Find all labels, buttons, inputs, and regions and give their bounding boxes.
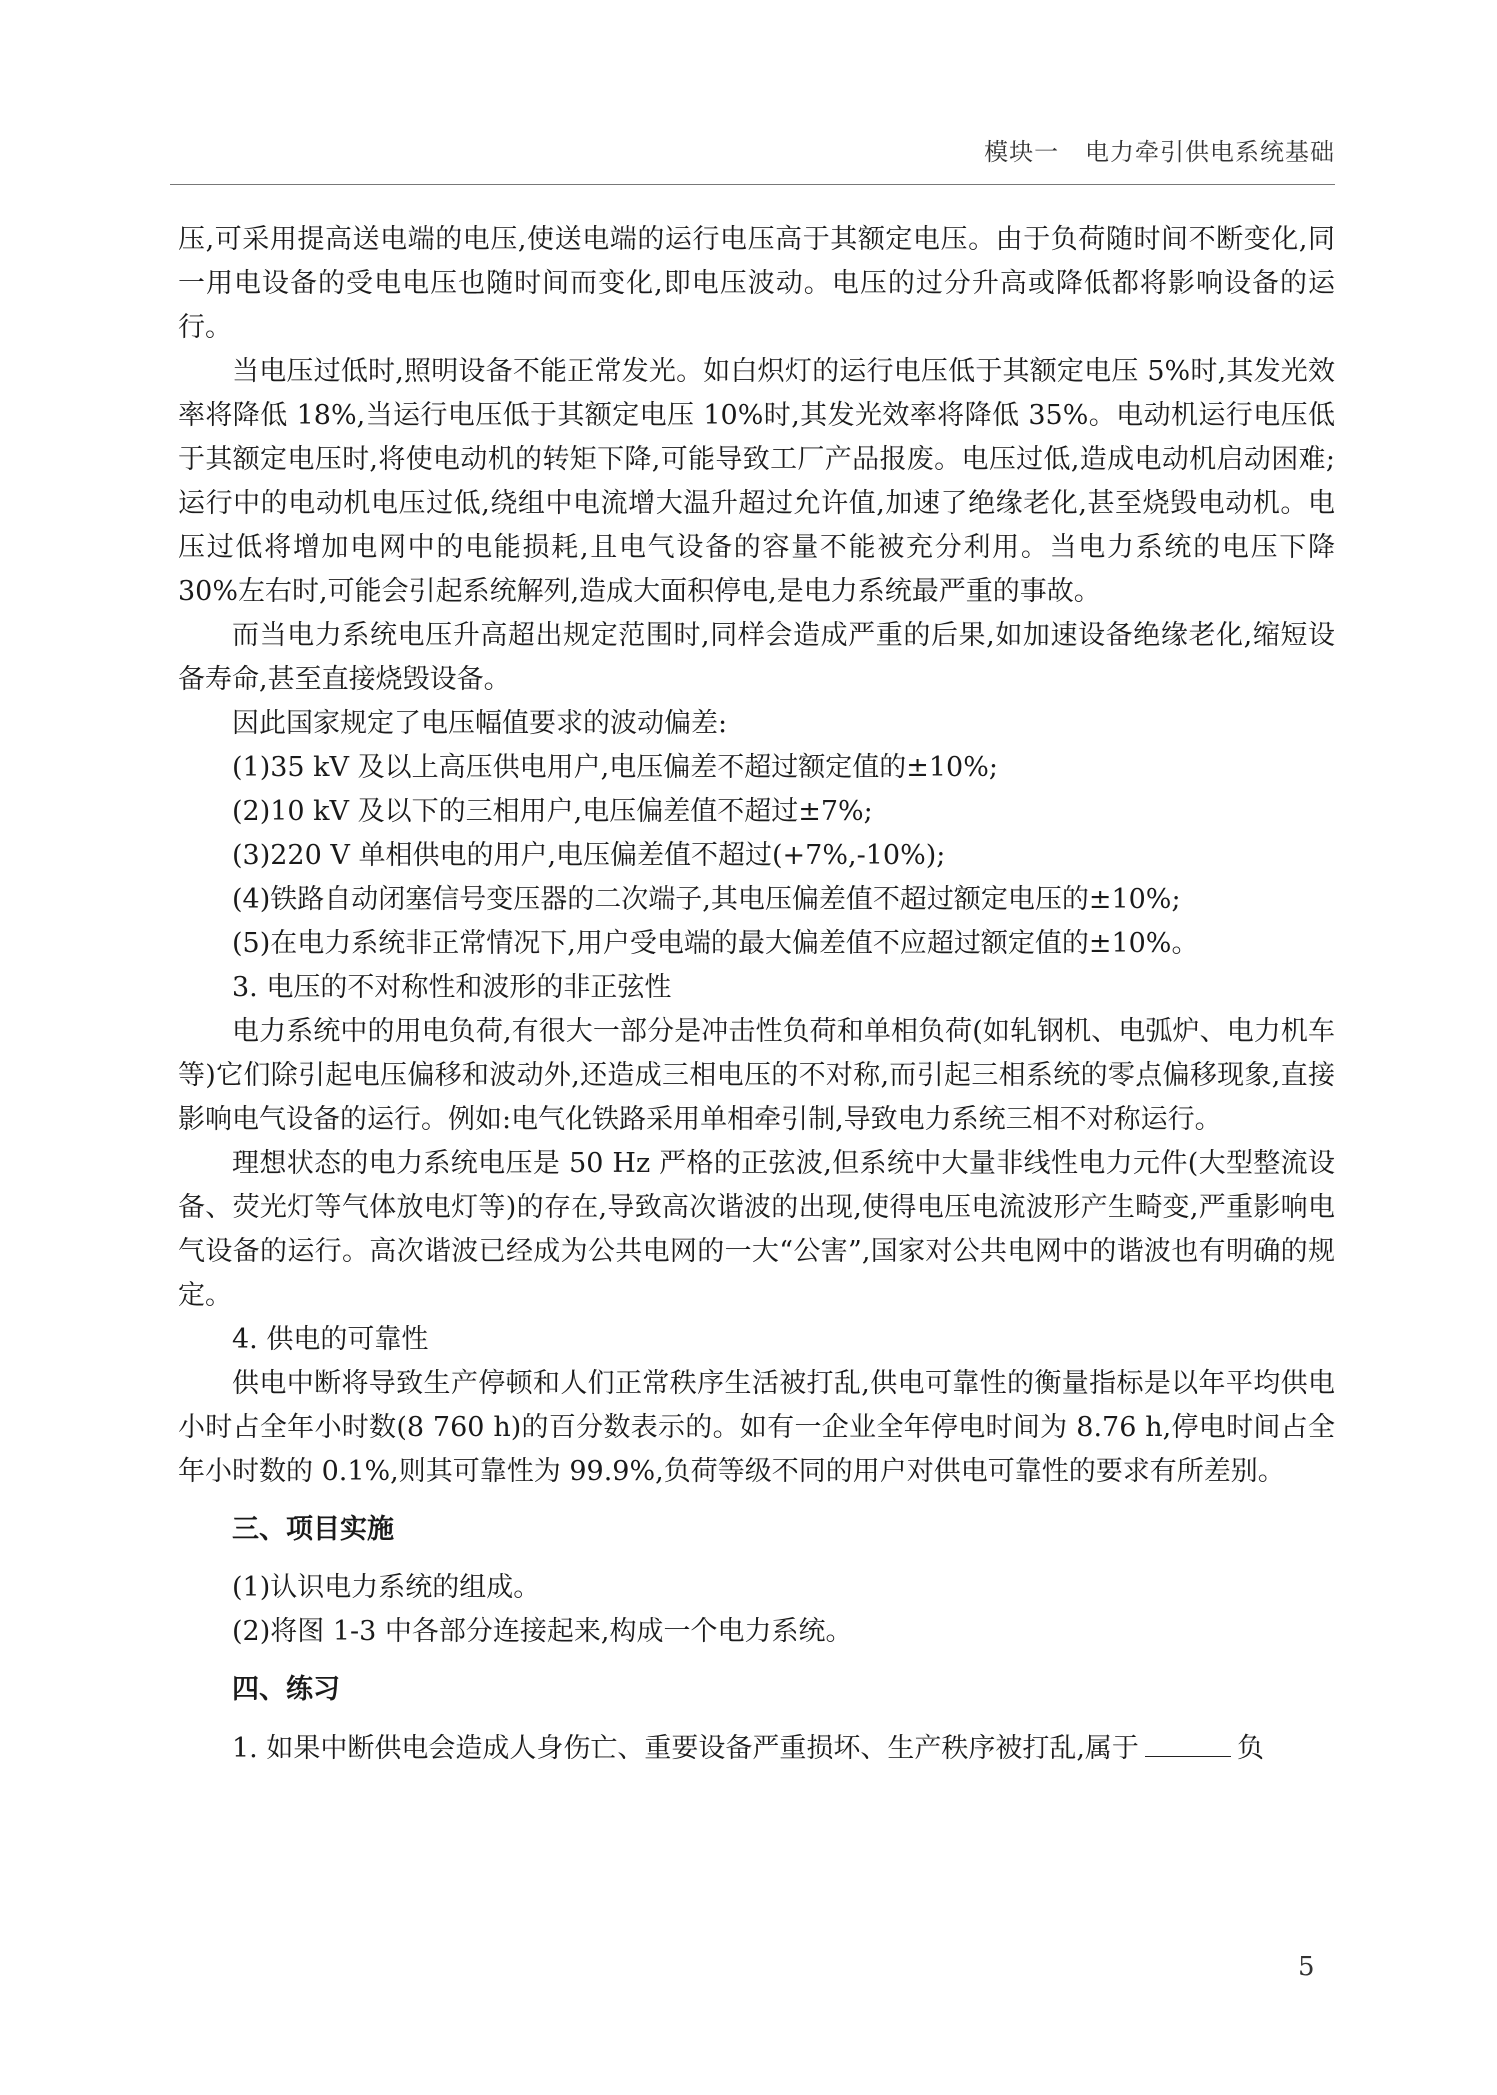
section-title-practice: 四、练习 [232, 1674, 340, 1705]
list-item: (1)35 kV 及以上高压供电用户,电压偏差不超过额定值的±10%; [232, 752, 998, 783]
question-text-tail: 负 [1236, 1733, 1264, 1764]
list-item: (1)认识电力系统的组成。 [232, 1572, 541, 1603]
paragraph: 理想状态的电力系统电压是 50 Hz 严格的正弦波,但系统中大量非线性电力元件(大型整流设备、荧光灯等气体放电灯等)的存在,导致高次谐波的出现,使得电压电流波形产生畸变,严重影响电气设备的运行。高次谐波已经成为公共电网的一大“公害”,国家对公共电网中的谐波也有明确的规定。 [178, 1148, 1335, 1311]
list-item: (2)10 kV 及以下的三相用户,电压偏差值不超过±7%; [232, 796, 873, 827]
spacer [178, 1494, 1335, 1508]
list-item: (4)铁路自动闭塞信号变压器的二次端子,其电压偏差值不超过额定电压的±10%; [232, 884, 1181, 915]
paragraph: 因此国家规定了电压幅值要求的波动偏差: [232, 708, 728, 739]
spacer [178, 1654, 1335, 1668]
section-title-implementation: 三、项目实施 [232, 1514, 394, 1545]
paragraph: 电力系统中的用电负荷,有很大一部分是冲击性负荷和单相负荷(如轧钢机、电弧炉、电力机车等)它们除引起电压偏移和波动外,还造成三相电压的不对称,而引起三相系统的零点偏移现象,直接影响电气设备的运行。例如:电气化铁路采用单相牵引制,导致电力系统三相不对称运行。 [178, 1016, 1335, 1135]
question-text: 1. 如果中断供电会造成人身伤亡、重要设备严重损坏、生产秩序被打乱,属于 [232, 1733, 1139, 1764]
spacer [178, 1712, 1335, 1726]
list-item: (2)将图 1-3 中各部分连接起来,构成一个电力系统。 [232, 1616, 853, 1647]
spacer [178, 1552, 1335, 1566]
header-title: 模块一 电力牵引供电系统基础 [984, 138, 1335, 166]
subheading: 4. 供电的可靠性 [232, 1324, 429, 1355]
page-body [178, 218, 1335, 1771]
paragraph: 压,可采用提高送电端的电压,使送电端的运行电压高于其额定电压。由于负荷随时间不断变化,同一用电设备的受电电压也随时间而变化,即电压波动。电压的过分升高或降低都将影响设备的运行。 [178, 224, 1335, 343]
paragraph: 而当电力系统电压升高超出规定范围时,同样会造成严重的后果,如加速设备绝缘老化,缩短设备寿命,甚至直接烧毁设备。 [178, 620, 1335, 695]
fill-in-blank [1145, 1726, 1231, 1757]
paragraph: 供电中断将导致生产停顿和人们正常秩序生活被打乱,供电可靠性的衡量指标是以年平均供电小时占全年小时数(8 760 h)的百分数表示的。如有一企业全年停电时间为 8.76 h,停电时间占全年小时数的 0.1%,则其可靠性为 99.9%,负荷等级不同的用户对供电可靠性的要求有所差别。 [178, 1368, 1335, 1487]
list-item: (5)在电力系统非正常情况下,用户受电端的最大偏差值不应超过额定值的±10%。 [232, 928, 1199, 959]
list-item: (3)220 V 单相供电的用户,电压偏差值不超过(+7%,-10%); [232, 840, 946, 871]
page-header [170, 128, 1335, 185]
page-number: 5 [1298, 1952, 1315, 1982]
paragraph: 当电压过低时,照明设备不能正常发光。如白炽灯的运行电压低于其额定电压 5%时,其发光效率将降低 18%,当运行电压低于其额定电压 10%时,其发光效率将降低 35%。电动机运行电压低于其额定电压时,将使电动机的转矩下降,可能导致工厂产品报废。电压过低,造成电动机启动困难;运行中的电动机电压过低,绕组中电流增大温升超过允许值,加速了绝缘老化,甚至烧毁电动机。电压过低将增加电网中的电能损耗,且电气设备的容量不能被充分利用。当电力系统的电压下降 30%左右时,可能会引起系统解列,造成大面积停电,是电力系统最严重的事故。 [178, 356, 1335, 607]
exercise-question [178, 1726, 1335, 1771]
subheading: 3. 电压的不对称性和波形的非正弦性 [232, 972, 672, 1003]
